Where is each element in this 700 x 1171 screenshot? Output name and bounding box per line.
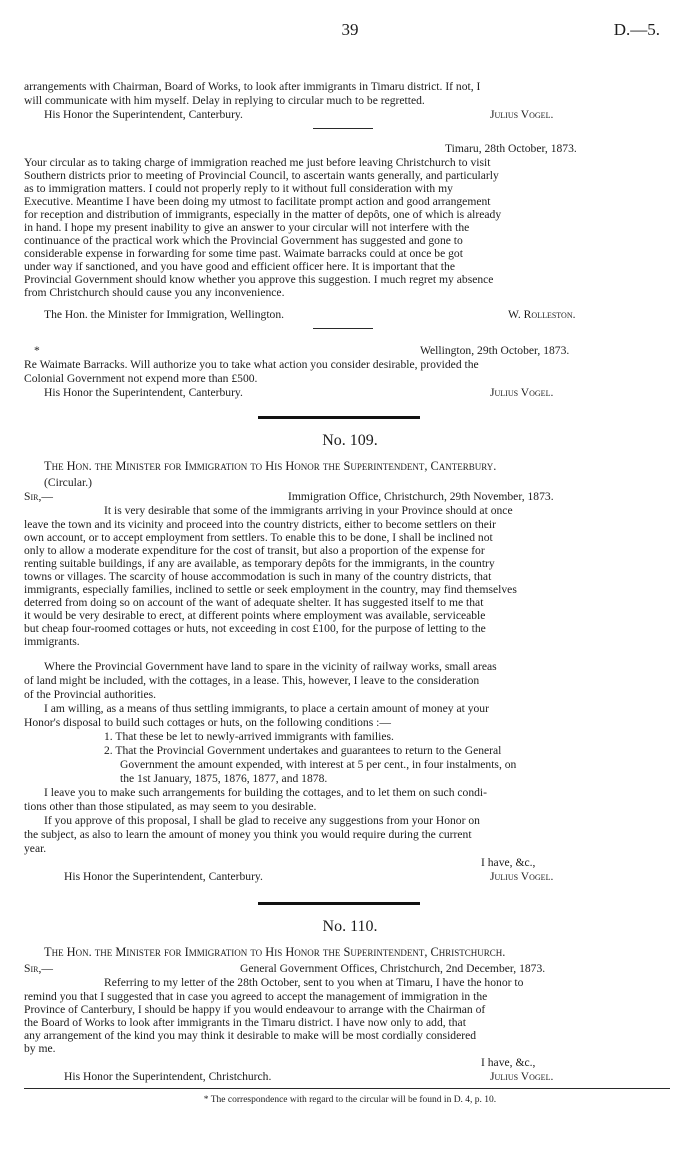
no109-p1-line: immigrants. <box>24 635 80 648</box>
top-line-2: will communicate with him myself. Delay in replying to circular much to be regretted. <box>24 94 425 107</box>
document-reference: D.—5. <box>613 20 660 39</box>
rolleston-signature: W. Rolleston. <box>508 308 576 321</box>
short-rule <box>313 328 373 329</box>
no110-heading: No. 110. <box>322 918 378 935</box>
no109-p2-first: Where the Provincial Government have land to spare in the vicinity of railway works, small areas <box>44 660 497 673</box>
rolleston-line: for reception and distribution of immigrants, especially in the matter of depôts, one of which is already <box>24 208 502 221</box>
top-addressee: His Honor the Superintendent, Canterbury. <box>44 108 243 121</box>
no109-p3-line: Honor's disposal to build such cottages or huts, on the following conditions :— <box>24 716 391 729</box>
no110-title: The Hon. the Minister for Immigration to His Honor the Superintendent, Christchurch. <box>44 945 506 959</box>
no110-line: any arrangement of the kind you may think it desirable to make will be most cordially considered <box>24 1029 477 1042</box>
rolleston-line: Your circular as to taking charge of immigration reached me just before leaving Christchurch to visit <box>24 156 491 169</box>
no110-addressee: His Honor the Superintendent, Christchurch. <box>64 1070 272 1083</box>
no109-p1-first: It is very desirable that some of the immigrants arriving in your Province should at once <box>104 504 513 517</box>
rolleston-line: as to immigration matters. I could not properly reply to it without full consideration with my <box>24 182 453 195</box>
no109-p2-line: of land might be included, with the cottages, in a lease. This, however, I leave to the consideration <box>24 674 480 687</box>
no110-body <box>24 990 670 1042</box>
no109-p1-line: towns or villages. The scarcity of house accommodation is such in many of the country districts, that <box>24 570 492 583</box>
rolleston-addressee: The Hon. the Minister for Immigration, Wellington. <box>44 308 285 321</box>
rolleston-line: considerable expense in forwarding for some time past. Waimate barracks could at once be got <box>24 247 463 260</box>
rolleston-line: continuance of the practical work which the Provincial Government has suggested and gone to <box>24 234 463 247</box>
page-number: 39 <box>341 20 359 39</box>
no109-p1-line: renting suitable buildings, if any are available, as temporary depôts for the immigrants, in the country <box>24 557 495 570</box>
rolleston-line: Southern districts prior to meeting of Provincial Council, to ascertain wants generally, and particularly <box>24 169 499 182</box>
top-line-1: arrangements with Chairman, Board of Works, to look after immigrants in Timaru district. If not, I <box>24 80 481 93</box>
no110-salutation: Sir,— <box>24 962 53 975</box>
no109-p5-line: the subject, as also to learn the amount of money you think you would require during the current <box>24 828 472 841</box>
waimate-line-2: Colonial Government not expend more than £500. <box>24 372 258 385</box>
section-rule <box>258 416 420 419</box>
footnote-asterisk: * <box>34 344 40 357</box>
no109-p1-line: it would be very desirable to erect, at different points where employment was available, serviceable <box>24 609 486 622</box>
no110-first: Referring to my letter of the 28th October, sent to you when at Timaru, I have the honor to <box>104 976 524 989</box>
no110-line: remind you that I suggested that in case you agreed to accept the management of immigration in the <box>24 990 488 1003</box>
no110-line: Province of Canterbury, I should be happy if you would endeavour to arrange with the Chairman of <box>24 1003 486 1016</box>
no109-p1-line: deterred from doing so on account of the want of adequate shelter. It has suggested itself to me that <box>24 596 484 609</box>
no109-p1-line: but cheap four-roomed cottages or huts, not exceeding in cost £100, for the purpose of letting to the <box>24 622 486 635</box>
no109-condition-2-cont: Government the amount expended, with interest at 5 per cent., in four instalments, on <box>120 758 517 771</box>
no109-p1-line: leave the town and its vicinity and proceed into the country districts, either to become settlers on their <box>24 518 496 531</box>
no109-para1 <box>24 518 670 648</box>
no109-condition-1: 1. That these be let to newly-arrived immigrants with families. <box>104 730 394 743</box>
no109-p2-line: of the Provincial authorities. <box>24 688 157 701</box>
rolleston-line: from Christchurch should cause you any inconvenience. <box>24 286 285 299</box>
no110-closing: I have, &c., <box>481 1056 536 1069</box>
no110-line: the Board of Works to look after immigrants in the Timaru district. I have now only to add, that <box>24 1016 466 1029</box>
footnote-rule <box>24 1088 670 1089</box>
rolleston-line: in hand. I hope my present inability to give an answer to your circular will not interfere with the <box>24 221 470 234</box>
no110-line: by me. <box>24 1042 56 1055</box>
top-signature: Julius Vogel. <box>490 108 554 121</box>
no109-signature: Julius Vogel. <box>490 870 554 883</box>
no109-p4-first: I leave you to make such arrangements for building the cottages, and to let them on such condi- <box>44 786 488 799</box>
no109-p1-line: own account, or to accept employment from settlers. To enable this to be done, I shall be inclined not <box>24 531 493 544</box>
rolleston-line: Provincial Government should know whether you approve this suggestion. I much regret my absence <box>24 273 494 286</box>
no109-title: The Hon. the Minister for Immigration to His Honor the Superintendent, Canterbury. <box>44 459 497 473</box>
section-rule <box>258 902 420 905</box>
no109-condition-2-cont: the 1st January, 1875, 1876, 1877, and 1878. <box>120 772 328 785</box>
no109-closing: I have, &c., <box>481 856 536 869</box>
no109-p5-line: year. <box>24 842 47 855</box>
rolleston-line: Executive. Meantime I have been doing my utmost to facilitate prompt action and good arrangement <box>24 195 491 208</box>
waimate-addressee: His Honor the Superintendent, Canterbury. <box>44 386 243 399</box>
no110-dateline: General Government Offices, Christchurch, 2nd December, 1873. <box>240 962 546 975</box>
no109-salutation: Sir,— <box>24 490 53 503</box>
rolleston-line: under way if sanctioned, and you have good and efficient officer here. It is important that the <box>24 260 455 273</box>
waimate-dateline: Wellington, 29th October, 1873. <box>420 344 570 357</box>
waimate-signature: Julius Vogel. <box>490 386 554 399</box>
no109-heading: No. 109. <box>322 432 378 449</box>
no109-p4-line: tions other than those stipulated, as may seem to you desirable. <box>24 800 317 813</box>
rolleston-dateline: Timaru, 28th October, 1873. <box>445 142 577 155</box>
no109-condition-2: 2. That the Provincial Government undertakes and guarantees to return to the General <box>104 744 502 757</box>
no110-signature: Julius Vogel. <box>490 1070 554 1083</box>
no109-p5-first: If you approve of this proposal, I shall be glad to receive any suggestions from your Honor on <box>44 814 480 827</box>
no109-p1-line: only to allow a moderate expenditure for the cost of transit, but also a proportion of the expense for <box>24 544 485 557</box>
waimate-line-1: Re Waimate Barracks. Will authorize you to take what action you consider desirable, provided the <box>24 358 479 371</box>
no109-circular: (Circular.) <box>44 476 92 489</box>
footnote: * The correspondence with regard to the circular will be found in D. 4, p. 10. <box>203 1095 497 1105</box>
no109-p3-first: I am willing, as a means of thus settling immigrants, to place a certain amount of money at your <box>44 702 489 715</box>
rolleston-body <box>24 156 670 299</box>
no109-dateline: Immigration Office, Christchurch, 29th November, 1873. <box>288 490 554 503</box>
no109-p1-line: immigrants, especially families, inclined to settle or seek employment in the country, may find themselves <box>24 583 517 596</box>
short-rule <box>313 128 373 129</box>
no109-addressee: His Honor the Superintendent, Canterbury. <box>64 870 263 883</box>
